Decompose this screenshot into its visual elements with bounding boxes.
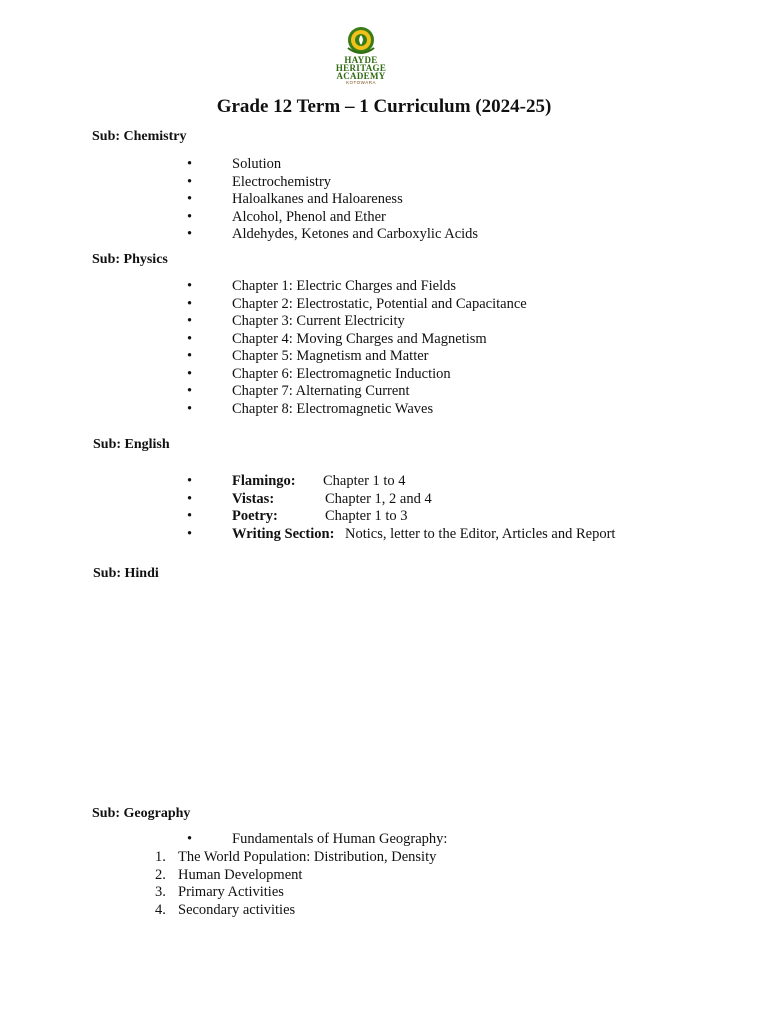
- list-item: • Chapter 8: Electromagnetic Waves: [187, 400, 434, 417]
- bullet-icon: •: [187, 400, 193, 417]
- bullet-icon: •: [187, 295, 193, 312]
- list-item: 1. The World Population: Distribution, Density: [155, 849, 437, 865]
- list-item: • Chapter 5: Magnetism and Matter: [187, 348, 429, 364]
- logo-name-line-3: ACADEMY: [336, 71, 386, 81]
- list-item: • Chapter 2: Electrostatic, Potential and Capacitance: [187, 295, 527, 312]
- list-item: • Chapter 3: Current Electricity: [187, 313, 405, 329]
- school-crest-icon: [344, 26, 378, 56]
- chemistry-list: [187, 156, 707, 244]
- bullet-icon: •: [187, 473, 193, 489]
- list-number: 1.: [155, 849, 166, 865]
- chemistry-heading: Sub: Chemistry: [92, 129, 187, 144]
- bullet-icon: •: [187, 831, 193, 847]
- logo-name-line-2: HERITAGE: [335, 63, 387, 73]
- school-logo: [327, 26, 395, 90]
- bullet-icon: •: [187, 156, 193, 172]
- bullet-icon: •: [187, 173, 193, 190]
- bullet-icon: •: [187, 208, 193, 225]
- bullet-icon: •: [187, 525, 193, 542]
- bullet-icon: •: [187, 383, 193, 399]
- english-item-text: Chapter 1, 2 and 4: [325, 490, 432, 507]
- bullet-icon: •: [187, 490, 193, 507]
- hindi-heading: Sub: Hindi: [93, 566, 159, 581]
- english-item-label: Poetry:: [232, 508, 278, 524]
- list-item: 2. Human Development: [155, 866, 303, 883]
- bullet-icon: •: [187, 191, 193, 207]
- page-title: Grade 12 Term – 1 Curriculum (2024-25): [216, 96, 552, 117]
- list-item: • Alcohol, Phenol and Ether: [187, 208, 386, 225]
- list-item: • Electrochemistry: [187, 173, 332, 190]
- geography-heading: Sub: Geography: [92, 806, 191, 821]
- list-number: 2.: [155, 866, 166, 883]
- list-item: 3. Primary Activities: [155, 884, 284, 900]
- list-item: • Chapter 4: Moving Charges and Magnetism: [187, 330, 487, 347]
- list-item: [187, 508, 727, 526]
- bullet-icon: •: [187, 313, 193, 329]
- list-item: [187, 473, 727, 491]
- bullet-icon: •: [187, 278, 193, 294]
- english-item-label: Vistas:: [232, 490, 275, 507]
- list-item: • Chapter 1: Electric Charges and Fields: [187, 278, 457, 294]
- list-item: • Haloalkanes and Haloareness: [187, 191, 403, 207]
- english-item-text: Chapter 1 to 3: [325, 508, 408, 524]
- list-number: 3.: [155, 884, 166, 900]
- english-item-text: Notics, letter to the Editor, Articles and Report: [345, 525, 616, 542]
- list-item: 4. Secondary activities: [155, 901, 296, 918]
- english-item-label: Flamingo:: [232, 473, 296, 489]
- list-item: [187, 491, 727, 509]
- list-item: • Fundamentals of Human Geography:: [187, 831, 448, 847]
- list-item: • Aldehydes, Ketones and Carboxylic Acids: [187, 226, 479, 242]
- list-item: • Chapter 7: Alternating Current: [187, 383, 410, 399]
- list-item: [187, 526, 727, 544]
- bullet-icon: •: [187, 365, 193, 382]
- english-item-label: Writing Section:: [232, 525, 335, 542]
- english-list: [187, 473, 727, 543]
- list-number: 4.: [155, 901, 166, 918]
- physics-list: [187, 278, 707, 418]
- bullet-icon: •: [187, 508, 193, 524]
- list-item: • Chapter 6: Electromagnetic Induction: [187, 365, 451, 382]
- bullet-icon: •: [187, 348, 193, 364]
- geography-numbered-list: [155, 849, 555, 919]
- list-item: • Solution: [187, 156, 282, 172]
- english-heading: Sub: English: [93, 437, 170, 452]
- logo-location: KOTOWARA: [345, 80, 376, 85]
- bullet-icon: •: [187, 330, 193, 347]
- geography-bullet-list: [187, 831, 587, 849]
- bullet-icon: •: [187, 226, 193, 242]
- english-item-text: Chapter 1 to 4: [323, 473, 406, 489]
- logo-name-line-1: HAYDE: [344, 55, 378, 65]
- physics-heading: Sub: Physics: [92, 252, 168, 267]
